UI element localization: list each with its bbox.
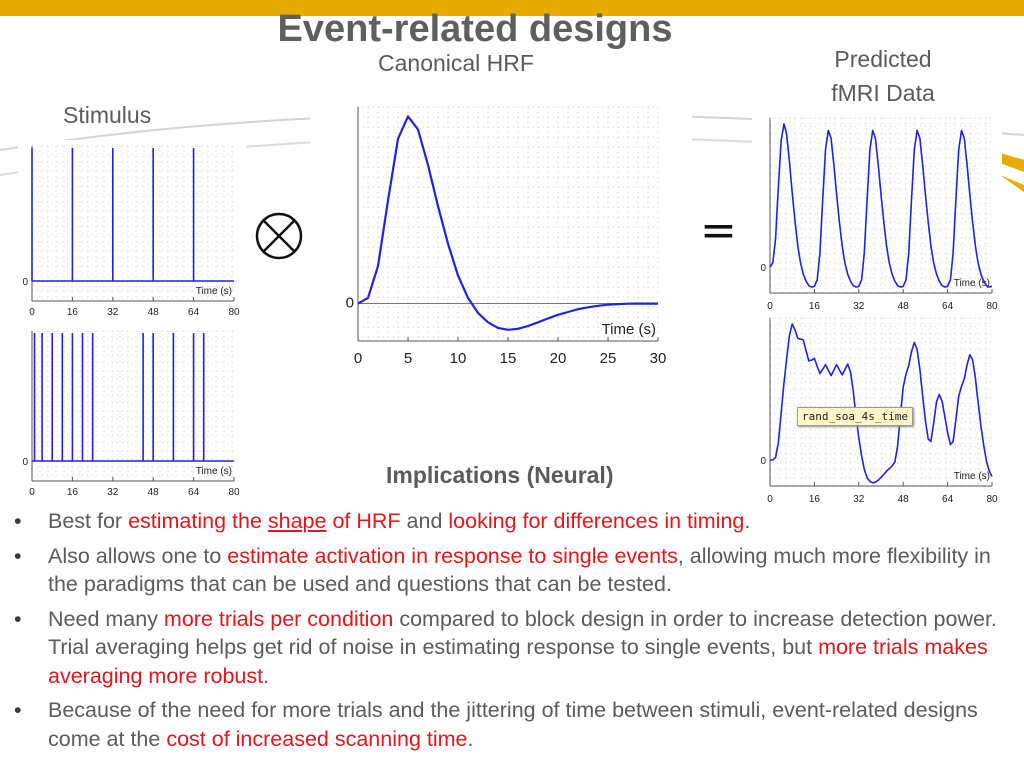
x-tick-label: 0 xyxy=(29,307,35,318)
bullet-text: Because of the need for more trials and the jittering of time between stimuli, event-related designs come at the xyxy=(48,698,978,751)
x-axis-label: Time (s) xyxy=(953,471,990,482)
x-tick-label: 0 xyxy=(767,301,773,312)
x-tick-label: 5 xyxy=(403,350,413,367)
implications-heading: Implications (Neural) xyxy=(386,462,614,488)
x-tick-label: 20 xyxy=(549,350,567,367)
x-tick-label: 80 xyxy=(986,494,998,505)
stimulus-regular-panel xyxy=(18,140,246,325)
predicted-label-line2: fMRI Data xyxy=(831,80,935,106)
bullet-item xyxy=(14,542,1009,599)
hrf-label: Canonical HRF xyxy=(378,50,534,76)
bullet-text: , allowing much more flexibility in the paradigms that can be used and questions that can be tested. xyxy=(48,543,991,596)
bullet-text: . xyxy=(744,509,751,533)
stimulus-random-chart xyxy=(18,325,246,505)
hrf-panel xyxy=(310,95,692,375)
predicted-curve xyxy=(770,124,992,287)
x-tick-label: 32 xyxy=(107,307,119,318)
bullet-text: Best for xyxy=(48,509,129,533)
predicted-regular-chart xyxy=(752,112,1002,317)
y-tick-label: 0 xyxy=(22,457,28,468)
y-tick-label: 0 xyxy=(22,277,28,288)
x-tick-label: 0 xyxy=(29,487,35,498)
x-tick-label: 32 xyxy=(107,487,119,498)
predicted-label xyxy=(808,42,958,110)
x-tick-label: 64 xyxy=(942,494,954,505)
x-tick-label: 32 xyxy=(853,494,865,505)
highlight-text: estimate activation in response to single events xyxy=(227,543,678,568)
highlight-text: more trials makes averaging more robust xyxy=(48,635,988,688)
x-tick-label: 0 xyxy=(353,350,363,367)
bullet-text: and xyxy=(400,509,449,533)
predicted-label-line1: Predicted xyxy=(834,46,932,72)
x-tick-label: 80 xyxy=(228,487,240,498)
predicted-regular-panel xyxy=(752,112,1002,317)
y-tick-label: 0 xyxy=(345,294,354,312)
x-tick-label: 16 xyxy=(808,301,820,312)
x-tick-label: 80 xyxy=(228,307,240,318)
stimulus-label: Stimulus xyxy=(63,102,152,128)
bullet-item xyxy=(14,696,1009,753)
bullet-text: Also allows one to xyxy=(48,543,228,568)
x-axis-label: Time (s) xyxy=(195,466,232,477)
x-tick-label: 16 xyxy=(808,494,820,505)
bullet-text: . xyxy=(467,726,474,751)
x-tick-label: 32 xyxy=(853,301,865,312)
stimulus-random-panel xyxy=(18,325,246,505)
x-tick-label: 64 xyxy=(188,307,200,318)
bullet-item xyxy=(14,605,1009,691)
x-tick-label: 16 xyxy=(66,487,78,498)
bullet-text: compared to block design in order to increase detection power. Trial averaging helps get rid of noise in estimating response to single events, but xyxy=(48,606,997,659)
x-tick-label: 48 xyxy=(897,301,909,312)
highlight-text: more trials per condition xyxy=(163,606,394,631)
bullet-list xyxy=(14,507,1009,759)
x-tick-label: 16 xyxy=(66,307,78,318)
x-tick-label: 64 xyxy=(942,301,954,312)
x-tick-label: 64 xyxy=(188,487,200,498)
highlight-text: estimating the xyxy=(128,509,268,533)
highlight-text: cost of increased scanning time xyxy=(166,726,468,751)
x-tick-label: 80 xyxy=(986,301,998,312)
hrf-chart xyxy=(310,95,692,375)
series-tooltip: rand_soa_4s_time xyxy=(797,407,913,426)
x-tick-label: 25 xyxy=(599,350,617,367)
predicted-curve xyxy=(770,324,992,483)
x-tick-label: 15 xyxy=(499,350,517,367)
x-tick-label: 10 xyxy=(449,350,467,367)
y-tick-label: 0 xyxy=(760,456,766,467)
y-tick-label: 0 xyxy=(760,263,766,274)
x-axis-label: Time (s) xyxy=(195,286,232,297)
slide-title: Event-related designs xyxy=(277,8,673,50)
bullet-text: . xyxy=(263,663,270,688)
highlight-text: shape xyxy=(267,509,327,533)
x-tick-label: 48 xyxy=(147,307,159,318)
x-tick-label: 0 xyxy=(767,494,773,505)
bullet-item xyxy=(14,507,1009,536)
x-axis-label: Time (s) xyxy=(601,321,656,338)
circle-times-icon xyxy=(253,210,305,262)
stimulus-regular-chart xyxy=(18,140,246,325)
equals-sign: = xyxy=(700,205,737,256)
x-tick-label: 48 xyxy=(897,494,909,505)
highlight-text: of HRF xyxy=(326,509,401,533)
x-tick-label: 30 xyxy=(649,350,667,367)
highlight-text: looking for differences in timing xyxy=(448,509,745,533)
bullet-text: Need many xyxy=(48,606,164,631)
x-tick-label: 48 xyxy=(147,487,159,498)
x-axis-label: Time (s) xyxy=(953,278,990,289)
